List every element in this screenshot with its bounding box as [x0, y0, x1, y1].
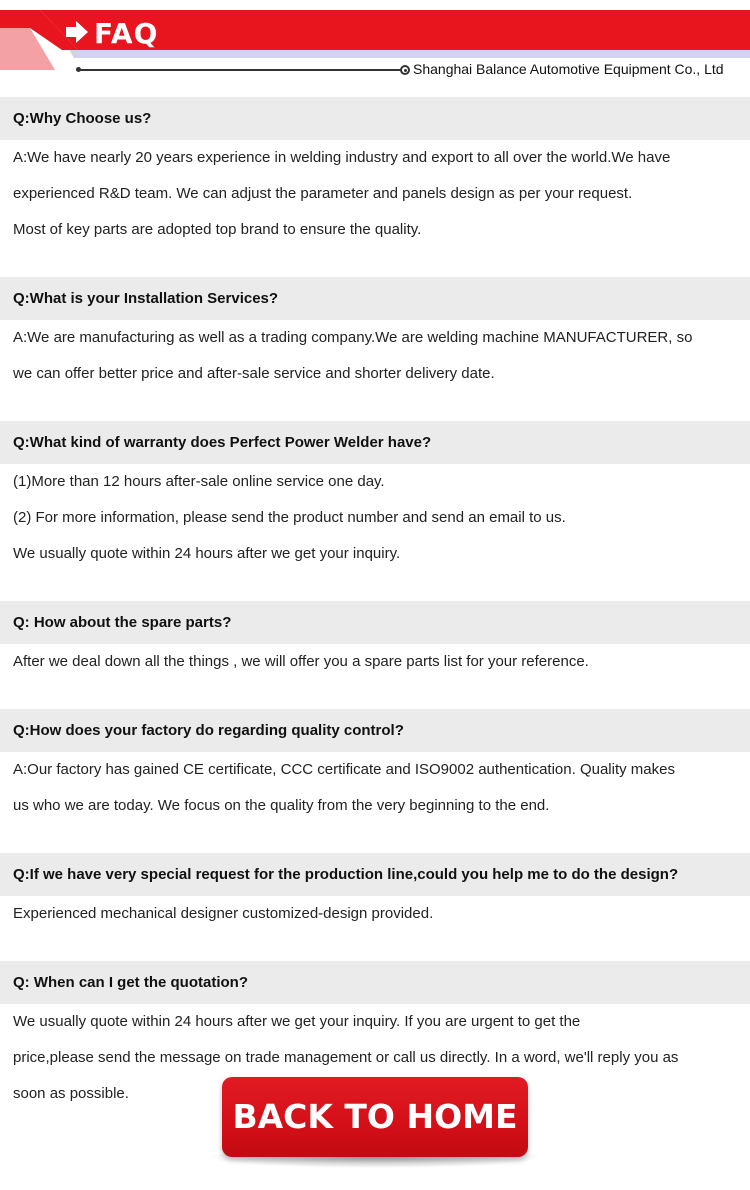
faq-answer-line: price,please send the message on trade management or call us directly. In a word, we'll reply you as — [13, 1049, 679, 1066]
faq-answer-line: A:We are manufacturing as well as a trading company.We are welding machine MANUFACTURER, so — [13, 329, 693, 346]
page-title: FAQ — [94, 17, 159, 50]
line-end-ring-icon — [400, 65, 410, 75]
faq-answer-line: we can offer better price and after-sale service and shorter delivery date. — [13, 365, 495, 382]
faq-question: Q: How about the spare parts? — [0, 601, 750, 644]
faq-answer-line: us who we are today. We focus on the quality from the very beginning to the end. — [13, 797, 550, 814]
faq-answer-line: We usually quote within 24 hours after we get your inquiry. If you are urgent to get the — [13, 1013, 581, 1030]
faq-question: Q:What is your Installation Services? — [0, 277, 750, 320]
arrow-right-icon — [66, 21, 88, 43]
faq-answer-line: Most of key parts are adopted top brand to ensure the quality. — [13, 221, 422, 238]
company-name: Shanghai Balance Automotive Equipment Co., Ltd — [413, 61, 724, 77]
faq-answer — [13, 464, 745, 572]
faq-answer-line: We usually quote within 24 hours after we get your inquiry. — [13, 545, 401, 562]
faq-question: Q:What kind of warranty does Perfect Power Welder have? — [0, 421, 750, 464]
faq-answer-line: (2) For more information, please send the product number and send an email to us. — [13, 509, 566, 526]
faq-answer — [13, 896, 745, 932]
faq-question: Q:If we have very special request for the production line,could you help me to do the design? — [0, 853, 750, 896]
faq-answer-line: After we deal down all the things , we will offer you a spare parts list for your reference. — [13, 653, 589, 670]
back-to-home-button[interactable]: BACK TO HOME — [222, 1077, 528, 1157]
faq-answer-line: (1)More than 12 hours after-sale online service one day. — [13, 473, 385, 490]
faq-question: Q:How does your factory do regarding quality control? — [0, 709, 750, 752]
faq-question: Q: When can I get the quotation? — [0, 961, 750, 1004]
faq-answer — [13, 752, 745, 824]
faq-answer-line: Experienced mechanical designer customized-design provided. — [13, 905, 434, 922]
faq-banner — [0, 0, 750, 90]
company-divider-line — [78, 69, 401, 71]
faq-answer-line: experienced R&D team. We can adjust the parameter and panels design as per your request. — [13, 185, 633, 202]
faq-answer-line: A:Our factory has gained CE certificate, CCC certificate and ISO9002 authentication. Quality makes — [13, 761, 675, 778]
faq-answer-line: A:We have nearly 20 years experience in welding industry and export to all over the world.We have — [13, 149, 671, 166]
faq-answer — [13, 644, 745, 680]
faq-answer-line: soon as possible. — [13, 1085, 129, 1102]
faq-answer — [13, 140, 745, 248]
faq-answer — [13, 320, 745, 392]
faq-question: Q:Why Choose us? — [0, 97, 750, 140]
